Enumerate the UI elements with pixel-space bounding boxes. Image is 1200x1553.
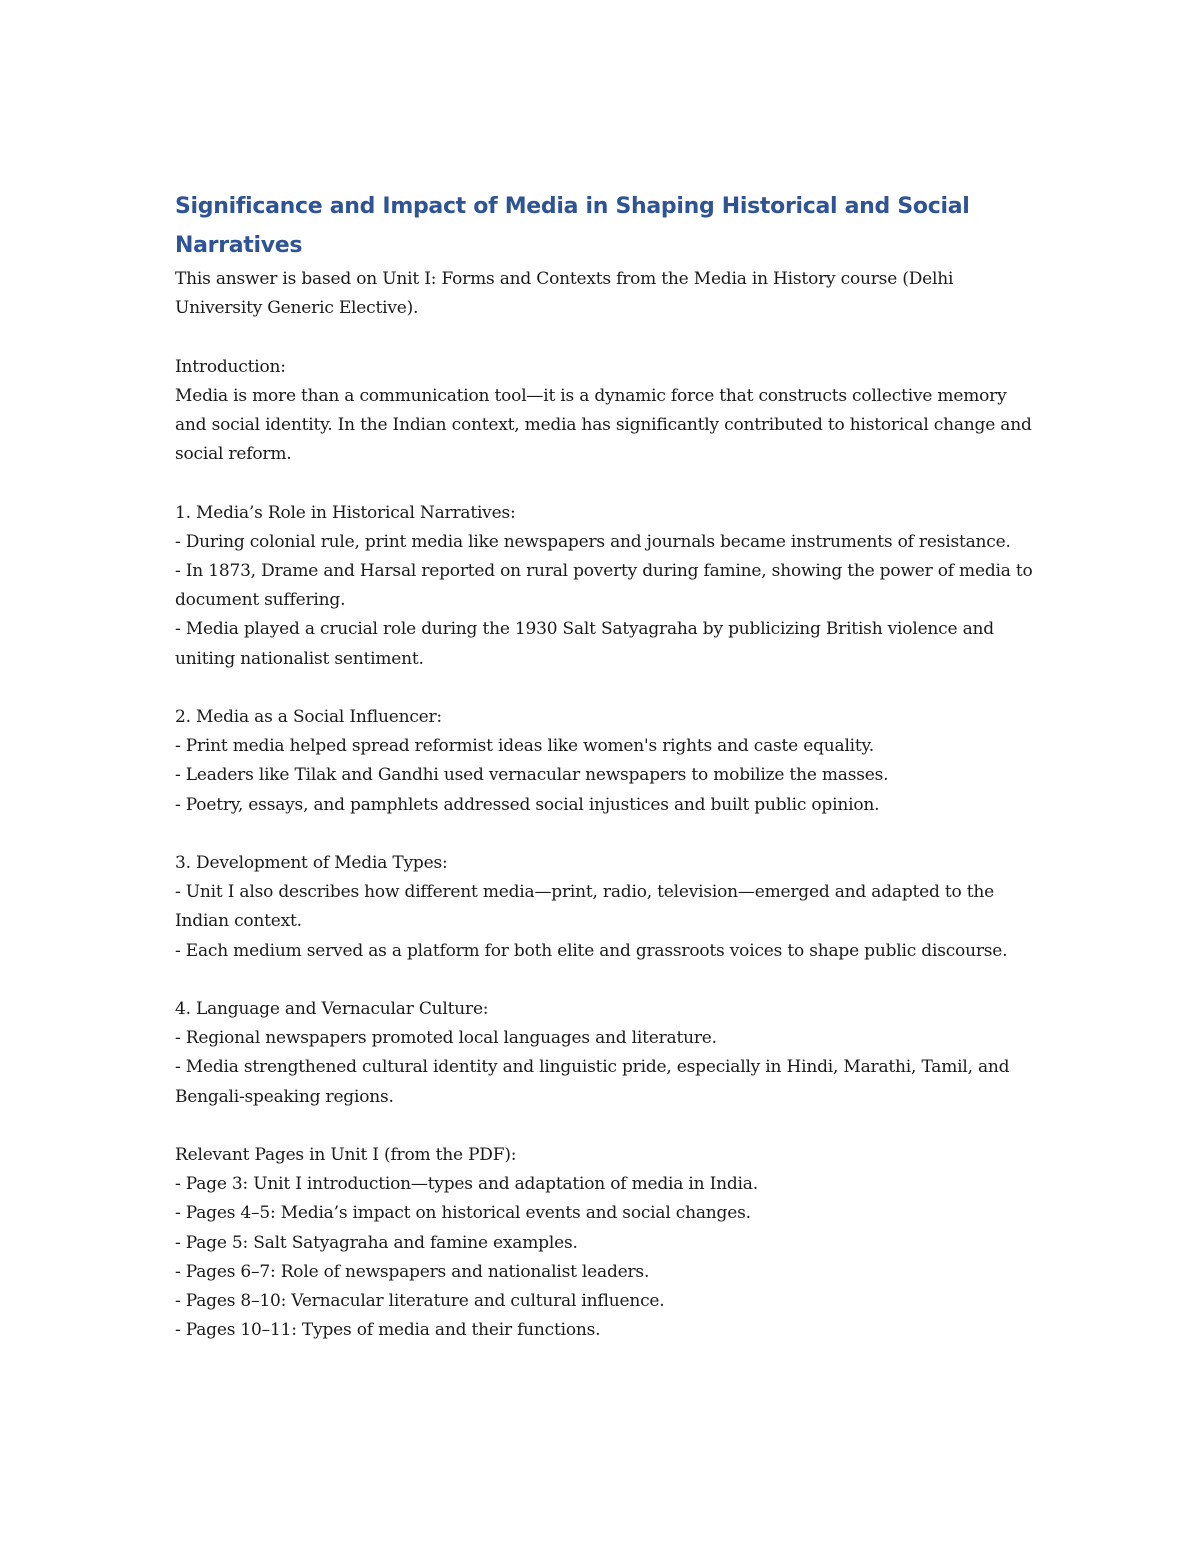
list-item: - Print media helped spread reformist ideas like women's rights and caste equality. (175, 736, 874, 757)
list-item: - Unit I also describes how different media—print, radio, television—emerged and adapted to the Indian context. (175, 882, 995, 932)
list-item: - Leaders like Tilak and Gandhi used vernacular newspapers to mobilize the masses. (175, 765, 889, 786)
intro-text: Media is more than a communication tool—it is a dynamic force that constructs collective memory and social identity. In the Indian context, media has significantly contributed to historical change and social reform. (175, 385, 1032, 465)
section-3 (175, 849, 1035, 966)
list-item: - Poetry, essays, and pamphlets addressed social injustices and built public opinion. (175, 794, 880, 815)
list-item: - Page 5: Salt Satyagraha and famine examples. (175, 1232, 578, 1253)
section-heading: 3. Development of Media Types: (175, 853, 448, 873)
section-1 (175, 499, 1035, 674)
section-4 (175, 995, 1035, 1112)
list-item: - Page 3: Unit I introduction—types and adaptation of media in India. (175, 1174, 758, 1195)
section-heading: 2. Media as a Social Influencer: (175, 707, 442, 727)
list-item: - Media played a crucial role during the 1930 Salt Satyagraha by publicizing British violence and uniting nationalist sentiment. (175, 619, 994, 669)
intro-section (175, 353, 1035, 470)
list-item: - Regional newspapers promoted local languages and literature. (175, 1028, 717, 1049)
list-item: - Pages 4–5: Media’s impact on historical events and social changes. (175, 1203, 751, 1224)
list-item: - During colonial rule, print media like newspapers and journals became instruments of resistance. (175, 531, 1011, 552)
list-item: - Pages 6–7: Role of newspapers and nationalist leaders. (175, 1261, 650, 1282)
list-item: - In 1873, Drame and Harsal reported on rural poverty during famine, showing the power of media to document suffering. (175, 561, 1033, 611)
list-item: - Pages 8–10: Vernacular literature and cultural influence. (175, 1291, 665, 1312)
document-body (175, 265, 1035, 1345)
intro-heading: Introduction: (175, 356, 286, 377)
source-note: This answer is based on Unit I: Forms and Contexts from the Media in History course (Delhi University Generic Elective). (175, 269, 954, 319)
document-title: Significance and Impact of Media in Shaping Historical and Social Narratives (175, 194, 970, 258)
list-item: - Media strengthened cultural identity and linguistic pride, especially in Hindi, Marathi, Tamil, and Bengali-speaking regions. (175, 1057, 1010, 1107)
relevant-pages-section (175, 1141, 1035, 1345)
section-heading: 4. Language and Vernacular Culture: (175, 999, 489, 1019)
section-2 (175, 703, 1035, 820)
document-content (175, 187, 1035, 1345)
list-item: - Each medium served as a platform for both elite and grassroots voices to shape public discourse. (175, 940, 1008, 961)
section-heading: Relevant Pages in Unit I (from the PDF): (175, 1145, 517, 1165)
list-item: - Pages 10–11: Types of media and their functions. (175, 1320, 601, 1341)
section-heading: 1. Media’s Role in Historical Narratives: (175, 502, 516, 523)
